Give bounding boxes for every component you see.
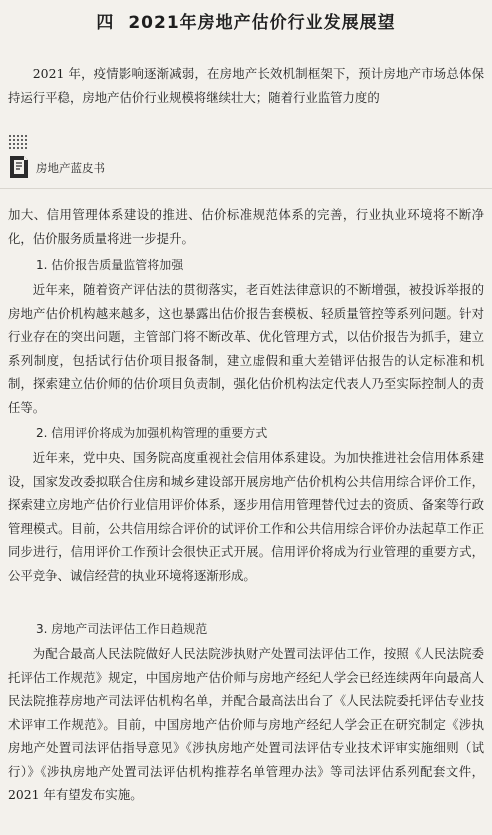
page-divider [0,188,492,189]
dot-grid-decoration [8,133,30,153]
section-title-text: 2021年房地产估价行业发展展望 [128,13,396,33]
intro-paragraph-part1: 2021 年，疫情影响逐渐减弱，在房地产长效机制框架下，预计房地产市场总体保持运行平稳，房地产估价行业规模将继续壮大；随着行业监管力度的 [8,66,484,105]
section-body-3: 为配合最高人民法院做好人民法院涉执财产处置司法评估工作，按照《人民法院委托评估工作规范》规定，中国房地产估价师与房地产经纪人学会已经连续两年向最高人民法院推荐房地产司法评估机构名单，并配合最高法出台了《人民法院委托评估专业技术评审工作规范》。目前，中国房地产估价师与房地产经纪人学会正在研究制定《涉执房地产处置司法评估指导意见》《涉执房地产处置司法评估专业技术评审实施细则（试行）》《涉执房地产处置司法评估机构推荐名单管理办法》等司法评估系列配套文件，2021 年有望发布实施。 [8,646,484,802]
section-heading-1: 1. 估价报告质量监管将加强 [36,258,184,272]
section-body-1: 近年来，随着资产评估法的贯彻落实，老百姓法律意识的不断增强，被投诉举报的房地产估价机构越来越多，这也暴露出估价报告套模板、轻质量管控等系列问题。针对行业存在的突出问题，主管部门将不断改革、优化管理方式，以估价报告为抓手，建立系列制度，包括试行估价项目报备制，建立虚假和重大差错评估报告的认定标准和机制，探索建立估价师的估价项目负责制，强化估价机构法定代表人乃至实际控制人的责任等。 [8,282,484,415]
section-heading-2: 2. 信用评价将成为加强机构管理的重要方式 [36,426,268,440]
section-number: 四 [96,13,115,33]
book-icon [8,154,30,180]
book-title: 房地产蓝皮书 [36,161,105,175]
section-body-2: 近年来，党中央、国务院高度重视社会信用体系建设。为加快推进社会信用体系建设，国家发改委拟联合住房和城乡建设部开展房地产估价机构公共信用综合评价工作，探索建立房地产估价行业信用评价体系，逐步用信用管理替代过去的资质、备案等行政管理模式。目前，公共信用综合评价的试评价工作和公共信用综合评价办法起草工作正同步进行，信用评价工作预计会很快正式开展。信用评价将成为行业管理的重要方式，公平竞争、诚信经营的执业环境将逐渐形成。 [8,450,484,583]
intro-paragraph-part2: 加大、信用管理体系建设的推进、估价标准规范体系的完善，行业执业环境将不断净化，估价服务质量将进一步提升。 [8,207,484,246]
section-heading-3: 3. 房地产司法评估工作日趋规范 [36,622,208,636]
section-title [0,8,492,33]
